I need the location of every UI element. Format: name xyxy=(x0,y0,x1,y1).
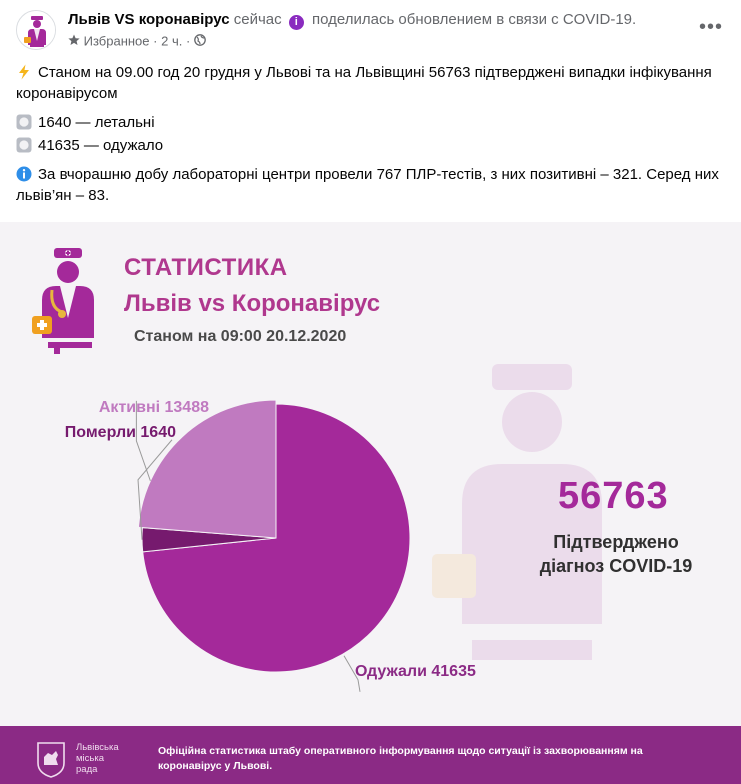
label-deaths: Померли 1640 xyxy=(64,424,176,441)
city-council-logo-icon xyxy=(36,741,66,779)
post-body xyxy=(16,62,721,214)
post-age-link[interactable]: 2 ч. xyxy=(161,33,183,49)
white-circle-icon xyxy=(16,137,32,153)
total-confirmed-caption xyxy=(526,530,706,578)
post-header xyxy=(0,0,741,58)
globe-icon[interactable] xyxy=(194,34,206,46)
headline-paragraph xyxy=(16,62,721,104)
infographic-subtitle: Львів vs Коронавірус xyxy=(124,290,381,317)
footer-source-text: Офіційна статистика штабу оперативного інформування щодо ситуації із захворюванням на коронавірус у Львові. xyxy=(158,745,643,772)
infographic-date: Станом на 09:00 20.12.2020 xyxy=(134,328,347,345)
label-active: Активні 13488 xyxy=(98,399,209,416)
info-icon: i xyxy=(289,15,304,30)
deaths-text: 1640 — летальні xyxy=(38,114,155,131)
doctor-icon xyxy=(17,11,56,50)
caption-line-2: діагноз COVID-19 xyxy=(539,556,693,576)
recovered-paragraph xyxy=(16,135,721,156)
recovered-text: 41635 — одужало xyxy=(38,137,164,154)
infographic-title: СТАТИСТИКА xyxy=(124,254,288,281)
page-avatar[interactable] xyxy=(16,10,56,50)
caption-line-1: Підтверджено xyxy=(553,532,679,552)
tests-paragraph xyxy=(16,164,721,206)
white-circle-icon xyxy=(16,114,32,130)
more-options-button[interactable]: ••• xyxy=(698,16,723,38)
favorites-label[interactable]: Избранное xyxy=(83,33,150,49)
total-confirmed-number: 56763 xyxy=(558,475,669,517)
tests-text: За вчорашню добу лабораторні центри провели 767 ПЛР-тестів, з них позитивні – 321. Серед них львів’ян – 83. xyxy=(16,166,719,204)
footer-banner xyxy=(0,726,741,784)
star-icon xyxy=(68,34,80,46)
label-recovered: Одужали 41635 xyxy=(355,663,476,680)
headline-text: Станом на 09.00 год 20 грудня у Львові та на Львівщині 56763 підтверджені випадки інфікування коронавірусом xyxy=(16,64,712,102)
statistics-infographic[interactable] xyxy=(0,222,741,784)
post-meta: Избранное · 2 ч. · xyxy=(68,32,206,51)
page-name-link[interactable]: Львів VS коронавірус xyxy=(68,11,230,28)
post-time-now: сейчас xyxy=(233,11,282,28)
lightning-icon xyxy=(16,64,32,80)
post-title-line xyxy=(68,10,636,30)
pie-slice-active xyxy=(138,400,276,538)
post-action-text: поделилась обновлением в связи с COVID-19. xyxy=(311,11,637,28)
information-icon xyxy=(16,166,32,182)
city-council-name: Львівська міська рада xyxy=(76,742,119,775)
deaths-paragraph xyxy=(16,112,721,133)
